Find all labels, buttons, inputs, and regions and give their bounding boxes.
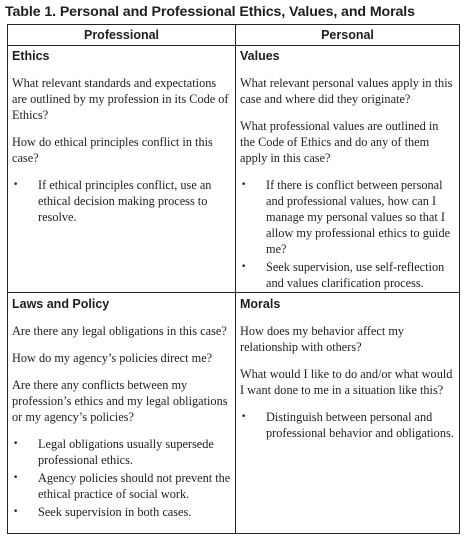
- cell-heading: Values: [240, 49, 280, 63]
- bullet-list: [12, 436, 231, 520]
- bullet-item: • If there is conflict between personal and professional values, how can I manage my personal values so that I allow my professional ethics to guide me?: [240, 177, 455, 257]
- question-text: What would I like to do and/or what would I want done to me in a situation like this?: [240, 367, 453, 397]
- bullet-item: • If ethical principles conflict, use an ethical decision making process to resolve.: [12, 177, 231, 225]
- bullet-list: [240, 409, 455, 441]
- question-text: How do ethical principles conflict in this case?: [12, 135, 213, 165]
- bullet-item: • Seek supervision in both cases.: [12, 504, 231, 520]
- question-text: Are there any conflicts between my profession’s ethics and my legal obligations or my agency’s policies?: [12, 378, 228, 424]
- cell-heading: Morals: [240, 297, 281, 311]
- cell-laws-and-policy: [8, 295, 235, 522]
- bullet-list: [240, 177, 455, 291]
- question-text: How do my agency’s policies direct me?: [12, 351, 213, 365]
- cell-values: [236, 47, 459, 293]
- question-text: How does my behavior affect my relationship with others?: [240, 324, 405, 354]
- bullet-item: • Distinguish between personal and professional behavior and obligations.: [240, 409, 455, 441]
- cell-morals: [236, 295, 459, 443]
- question-text: What professional values are outlined in the Code of Ethics and do any of them apply in this case?: [240, 119, 439, 165]
- ethics-table: [7, 24, 460, 534]
- bullet-item: • Agency policies should not prevent the ethical practice of social work.: [12, 470, 231, 502]
- cell-heading: Laws and Policy: [12, 297, 110, 311]
- column-header-professional: Professional: [83, 28, 160, 42]
- cell-ethics: [8, 47, 235, 227]
- question-text: What relevant personal values apply in this case and where did they originate?: [240, 76, 453, 106]
- table-title: Table 1. Personal and Professional Ethics, Values, and Morals: [5, 4, 415, 20]
- question-text: What relevant standards and expectations are outlined by my profession in its Code of Ethics?: [12, 76, 229, 122]
- question-text: Are there any legal obligations in this case?: [12, 324, 227, 338]
- bullet-list: [12, 177, 231, 225]
- bullet-item: • Legal obligations usually supersede professional ethics.: [12, 436, 231, 468]
- bullet-item: • Seek supervision, use self-reflection and values clarification process.: [240, 259, 455, 291]
- cell-heading: Ethics: [12, 49, 50, 63]
- header-divider: [8, 45, 459, 46]
- column-header-personal: Personal: [321, 28, 374, 42]
